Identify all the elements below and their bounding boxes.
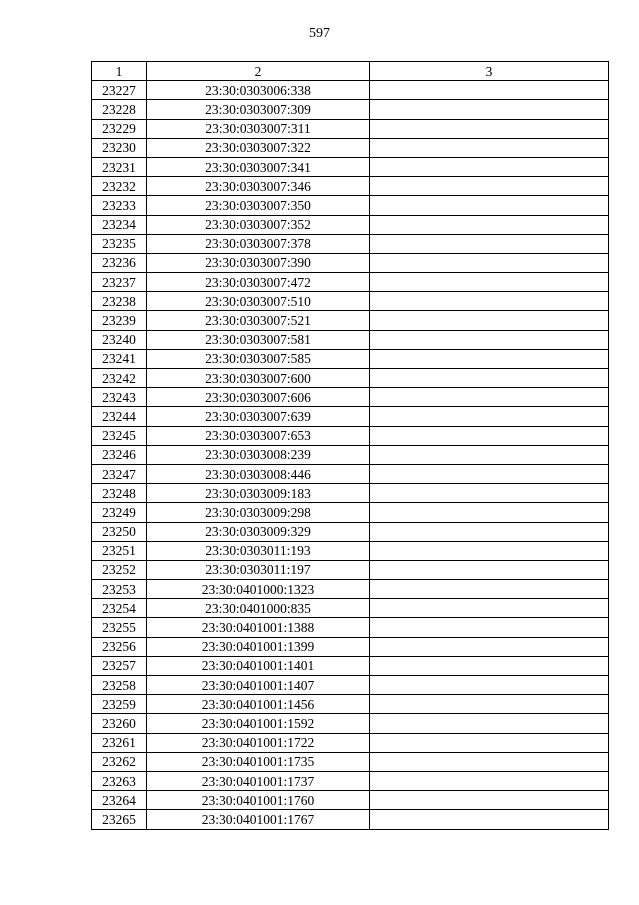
table-row xyxy=(92,253,609,272)
row-number-cell: 23232 xyxy=(92,177,147,196)
row-number-cell: 23239 xyxy=(92,311,147,330)
note-cell xyxy=(370,637,609,656)
table-row xyxy=(92,388,609,407)
row-number-cell: 23265 xyxy=(92,810,147,829)
table-row xyxy=(92,196,609,215)
row-number-cell: 23246 xyxy=(92,445,147,464)
note-cell xyxy=(370,253,609,272)
row-number-cell: 23262 xyxy=(92,752,147,771)
table-row xyxy=(92,234,609,253)
row-number-cell: 23234 xyxy=(92,215,147,234)
note-cell xyxy=(370,138,609,157)
cadastral-number-cell: 23:30:0401000:1323 xyxy=(147,580,370,599)
note-cell xyxy=(370,388,609,407)
table-row xyxy=(92,119,609,138)
note-cell xyxy=(370,484,609,503)
header-row xyxy=(92,62,609,81)
row-number-cell: 23259 xyxy=(92,695,147,714)
table-row xyxy=(92,407,609,426)
table-row xyxy=(92,599,609,618)
cadastral-number-cell: 23:30:0303011:193 xyxy=(147,541,370,560)
row-number-cell: 23258 xyxy=(92,676,147,695)
cadastral-number-cell: 23:30:0303007:341 xyxy=(147,157,370,176)
note-cell xyxy=(370,215,609,234)
cadastral-number-cell: 23:30:0303007:585 xyxy=(147,349,370,368)
row-number-cell: 23228 xyxy=(92,100,147,119)
note-cell xyxy=(370,292,609,311)
table-row xyxy=(92,810,609,829)
note-cell xyxy=(370,580,609,599)
cadastral-number-cell: 23:30:0401001:1388 xyxy=(147,618,370,637)
row-number-cell: 23263 xyxy=(92,771,147,790)
header-cell-1: 1 xyxy=(92,62,147,81)
cadastral-number-cell: 23:30:0401001:1722 xyxy=(147,733,370,752)
row-number-cell: 23236 xyxy=(92,253,147,272)
note-cell xyxy=(370,676,609,695)
row-number-cell: 23245 xyxy=(92,426,147,445)
note-cell xyxy=(370,81,609,100)
row-number-cell: 23251 xyxy=(92,541,147,560)
row-number-cell: 23229 xyxy=(92,119,147,138)
cadastral-number-cell: 23:30:0303007:510 xyxy=(147,292,370,311)
table-row xyxy=(92,637,609,656)
note-cell xyxy=(370,349,609,368)
row-number-cell: 23253 xyxy=(92,580,147,599)
note-cell xyxy=(370,330,609,349)
row-number-cell: 23240 xyxy=(92,330,147,349)
note-cell xyxy=(370,599,609,618)
table-row xyxy=(92,771,609,790)
cadastral-number-cell: 23:30:0303009:298 xyxy=(147,503,370,522)
table-row xyxy=(92,138,609,157)
cadastral-number-cell: 23:30:0401001:1407 xyxy=(147,676,370,695)
note-cell xyxy=(370,541,609,560)
note-cell xyxy=(370,752,609,771)
table-body xyxy=(92,81,609,829)
note-cell xyxy=(370,369,609,388)
row-number-cell: 23247 xyxy=(92,464,147,483)
row-number-cell: 23256 xyxy=(92,637,147,656)
table-row xyxy=(92,292,609,311)
cadastral-number-cell: 23:30:0303007:378 xyxy=(147,234,370,253)
note-cell xyxy=(370,714,609,733)
table-row xyxy=(92,157,609,176)
row-number-cell: 23264 xyxy=(92,791,147,810)
table-row xyxy=(92,445,609,464)
table-row xyxy=(92,752,609,771)
note-cell xyxy=(370,196,609,215)
table-row xyxy=(92,215,609,234)
row-number-cell: 23241 xyxy=(92,349,147,368)
table-row xyxy=(92,349,609,368)
table-row xyxy=(92,426,609,445)
row-number-cell: 23248 xyxy=(92,484,147,503)
note-cell xyxy=(370,119,609,138)
note-cell xyxy=(370,177,609,196)
cadastral-number-cell: 23:30:0303007:309 xyxy=(147,100,370,119)
note-cell xyxy=(370,810,609,829)
note-cell xyxy=(370,311,609,330)
cadastral-number-cell: 23:30:0401000:835 xyxy=(147,599,370,618)
row-number-cell: 23235 xyxy=(92,234,147,253)
cadastral-number-cell: 23:30:0401001:1399 xyxy=(147,637,370,656)
cadastral-number-cell: 23:30:0303007:472 xyxy=(147,273,370,292)
table-row xyxy=(92,311,609,330)
note-cell xyxy=(370,560,609,579)
cadastral-number-cell: 23:30:0303008:239 xyxy=(147,445,370,464)
note-cell xyxy=(370,273,609,292)
table-row xyxy=(92,100,609,119)
note-cell xyxy=(370,771,609,790)
cadastral-number-cell: 23:30:0303007:600 xyxy=(147,369,370,388)
note-cell xyxy=(370,695,609,714)
row-number-cell: 23254 xyxy=(92,599,147,618)
cadastral-number-cell: 23:30:0303007:581 xyxy=(147,330,370,349)
note-cell xyxy=(370,791,609,810)
table-row xyxy=(92,618,609,637)
table-row xyxy=(92,464,609,483)
table-row xyxy=(92,503,609,522)
cadastral-number-cell: 23:30:0401001:1767 xyxy=(147,810,370,829)
note-cell xyxy=(370,733,609,752)
row-number-cell: 23244 xyxy=(92,407,147,426)
registry-table xyxy=(91,61,609,830)
header-cell-2: 2 xyxy=(147,62,370,81)
cadastral-number-cell: 23:30:0401001:1760 xyxy=(147,791,370,810)
table-row xyxy=(92,656,609,675)
table-row xyxy=(92,273,609,292)
row-number-cell: 23252 xyxy=(92,560,147,579)
note-cell xyxy=(370,426,609,445)
cadastral-number-cell: 23:30:0303007:606 xyxy=(147,388,370,407)
note-cell xyxy=(370,445,609,464)
note-cell xyxy=(370,522,609,541)
cadastral-number-cell: 23:30:0303007:352 xyxy=(147,215,370,234)
table-row xyxy=(92,81,609,100)
row-number-cell: 23233 xyxy=(92,196,147,215)
table-header xyxy=(92,62,609,81)
cadastral-number-cell: 23:30:0401001:1401 xyxy=(147,656,370,675)
table-row xyxy=(92,676,609,695)
row-number-cell: 23255 xyxy=(92,618,147,637)
cadastral-number-cell: 23:30:0303008:446 xyxy=(147,464,370,483)
header-cell-3: 3 xyxy=(370,62,609,81)
note-cell xyxy=(370,100,609,119)
note-cell xyxy=(370,407,609,426)
row-number-cell: 23260 xyxy=(92,714,147,733)
table-row xyxy=(92,369,609,388)
note-cell xyxy=(370,503,609,522)
cadastral-number-cell: 23:30:0303007:311 xyxy=(147,119,370,138)
cadastral-number-cell: 23:30:0303009:329 xyxy=(147,522,370,541)
table-row xyxy=(92,580,609,599)
table-row xyxy=(92,330,609,349)
cadastral-number-cell: 23:30:0303007:346 xyxy=(147,177,370,196)
table-row xyxy=(92,522,609,541)
table-row xyxy=(92,733,609,752)
table-row xyxy=(92,484,609,503)
note-cell xyxy=(370,656,609,675)
row-number-cell: 23242 xyxy=(92,369,147,388)
table-row xyxy=(92,177,609,196)
cadastral-number-cell: 23:30:0303007:653 xyxy=(147,426,370,445)
table-row xyxy=(92,695,609,714)
row-number-cell: 23231 xyxy=(92,157,147,176)
row-number-cell: 23261 xyxy=(92,733,147,752)
cadastral-number-cell: 23:30:0303007:322 xyxy=(147,138,370,157)
table-row xyxy=(92,791,609,810)
row-number-cell: 23227 xyxy=(92,81,147,100)
cadastral-number-cell: 23:30:0401001:1737 xyxy=(147,771,370,790)
row-number-cell: 23243 xyxy=(92,388,147,407)
row-number-cell: 23230 xyxy=(92,138,147,157)
page-number: 597 xyxy=(309,26,330,41)
table-row xyxy=(92,541,609,560)
cadastral-number-cell: 23:30:0303006:338 xyxy=(147,81,370,100)
table-row xyxy=(92,560,609,579)
cadastral-number-cell: 23:30:0401001:1592 xyxy=(147,714,370,733)
cadastral-number-cell: 23:30:0303007:390 xyxy=(147,253,370,272)
cadastral-number-cell: 23:30:0303007:521 xyxy=(147,311,370,330)
row-number-cell: 23257 xyxy=(92,656,147,675)
cadastral-number-cell: 23:30:0303009:183 xyxy=(147,484,370,503)
row-number-cell: 23237 xyxy=(92,273,147,292)
note-cell xyxy=(370,157,609,176)
cadastral-number-cell: 23:30:0401001:1735 xyxy=(147,752,370,771)
row-number-cell: 23238 xyxy=(92,292,147,311)
cadastral-number-cell: 23:30:0303007:639 xyxy=(147,407,370,426)
cadastral-number-cell: 23:30:0303007:350 xyxy=(147,196,370,215)
note-cell xyxy=(370,618,609,637)
row-number-cell: 23249 xyxy=(92,503,147,522)
row-number-cell: 23250 xyxy=(92,522,147,541)
cadastral-number-cell: 23:30:0303011:197 xyxy=(147,560,370,579)
cadastral-number-cell: 23:30:0401001:1456 xyxy=(147,695,370,714)
note-cell xyxy=(370,464,609,483)
note-cell xyxy=(370,234,609,253)
table-row xyxy=(92,714,609,733)
